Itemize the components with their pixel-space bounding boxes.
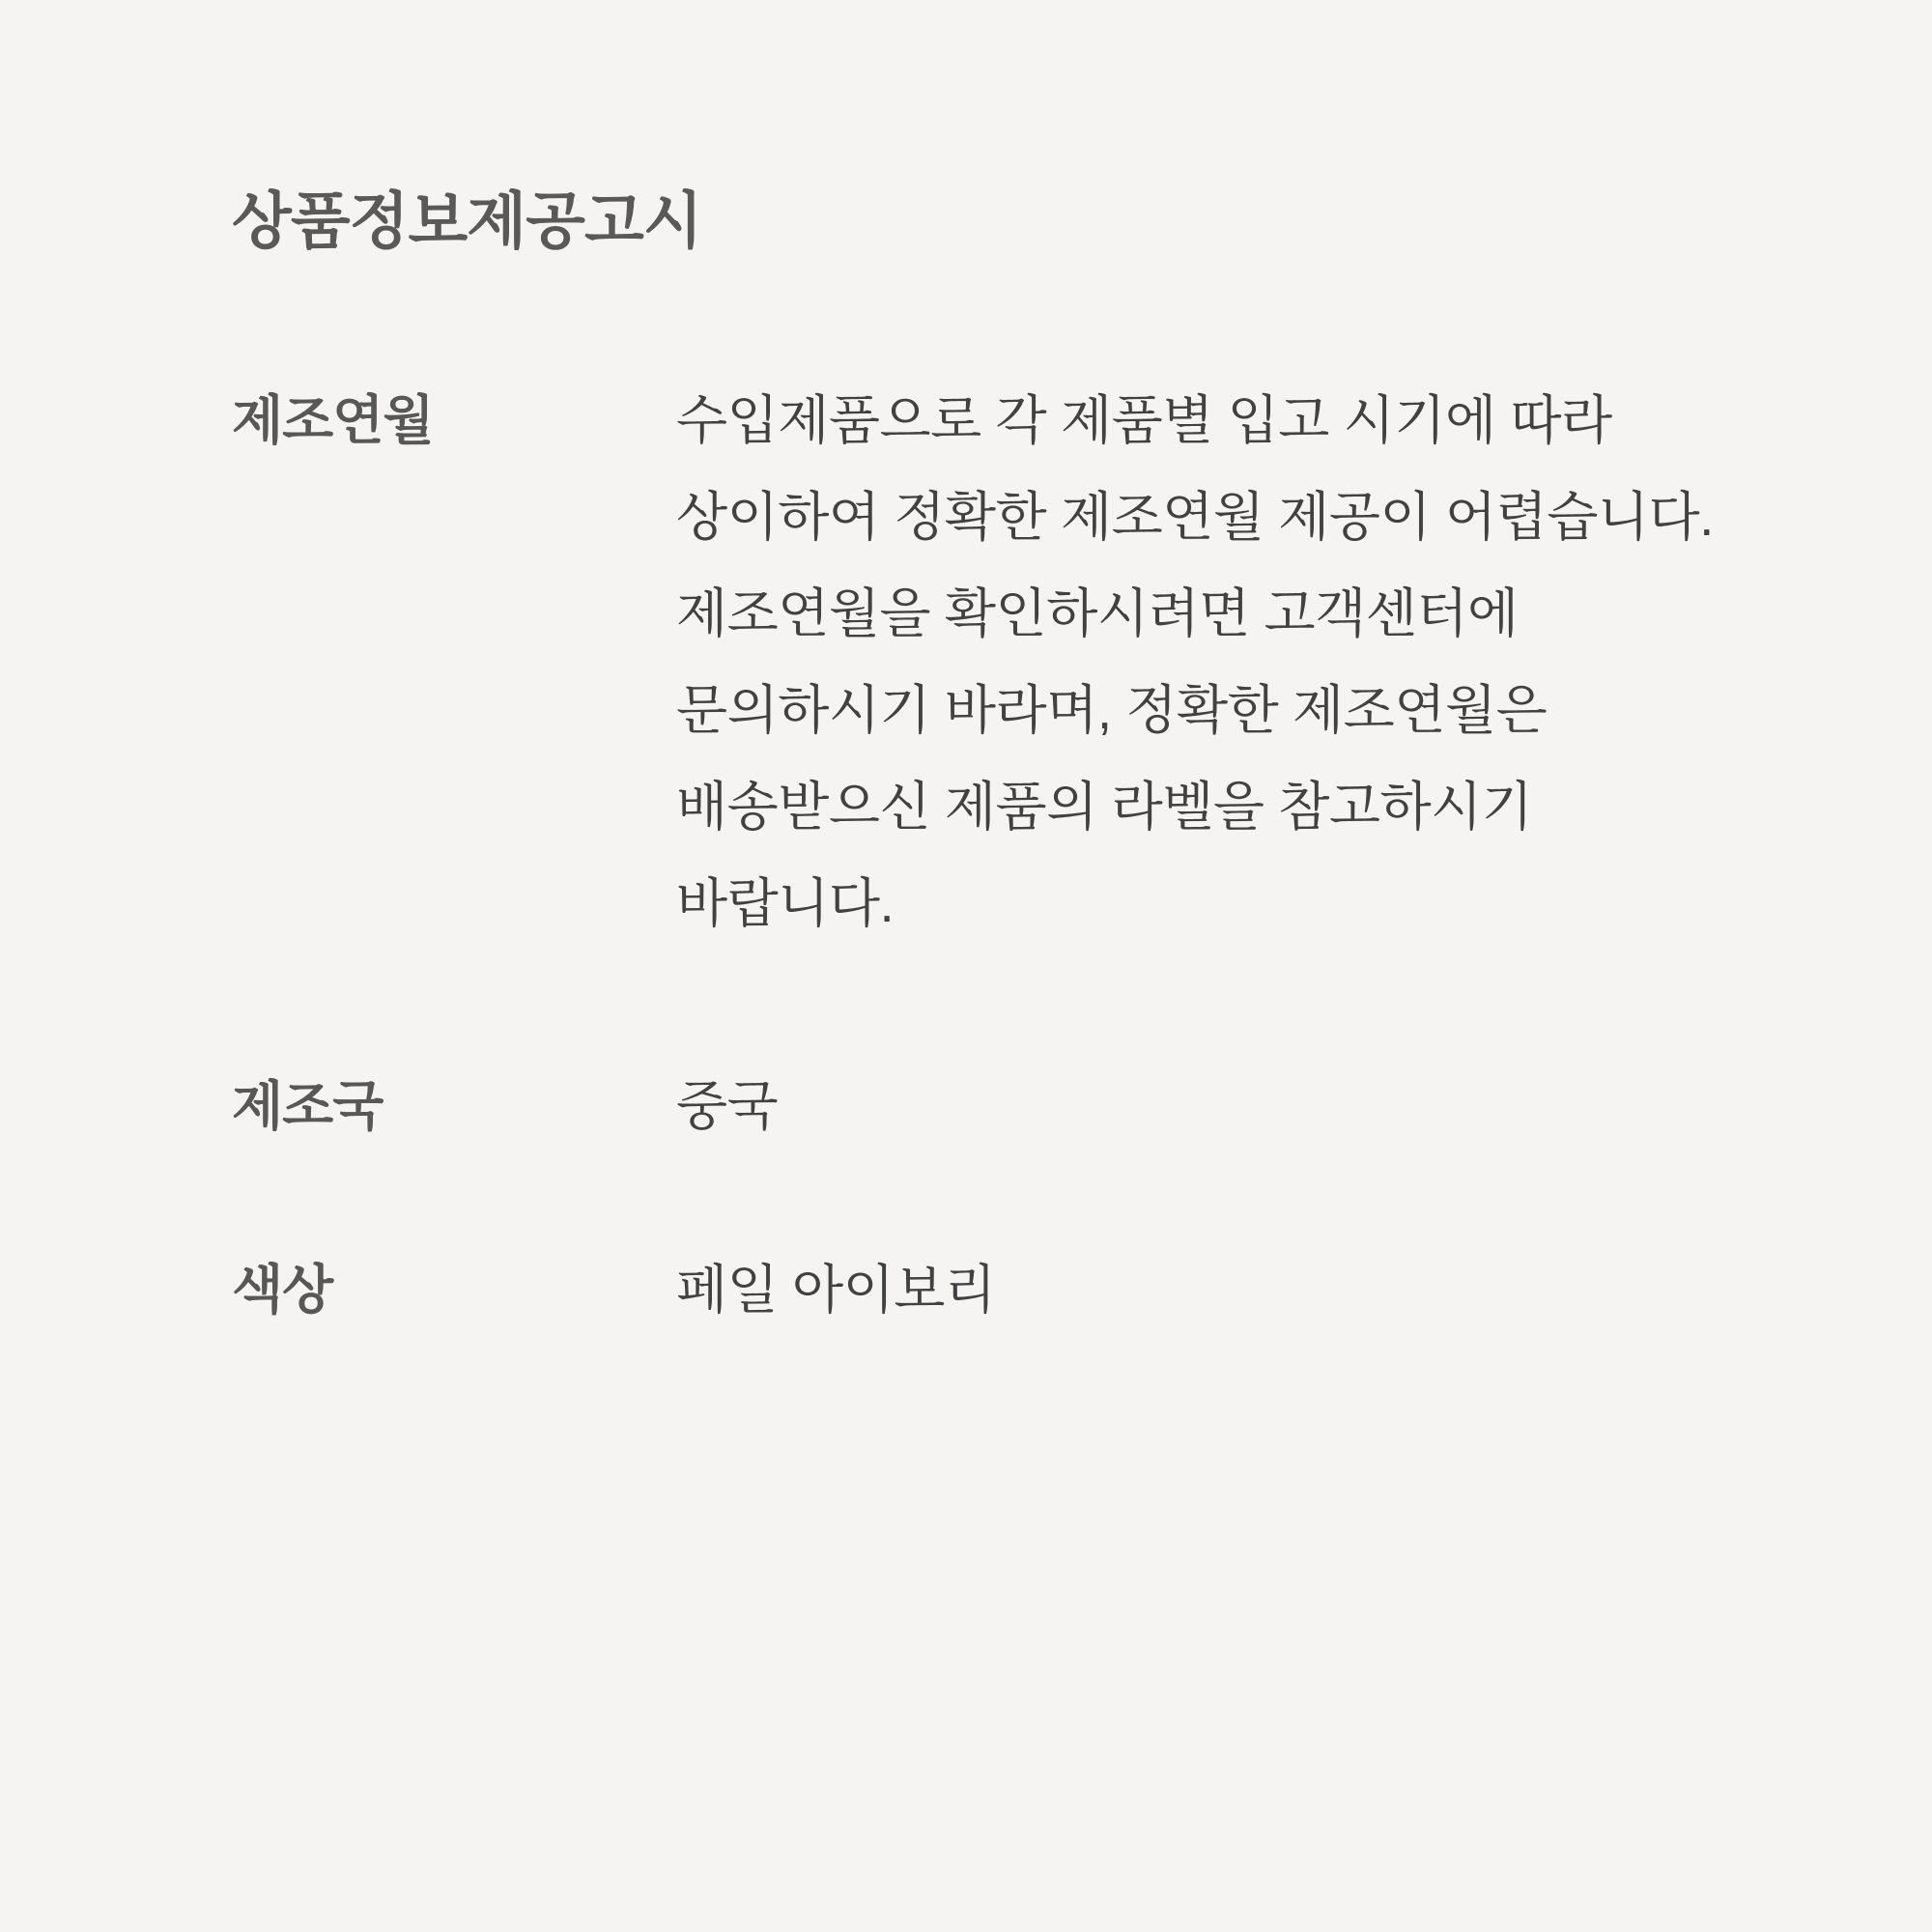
- country-value: [676, 1058, 1835, 1154]
- value-line: 수입제품으로 각 제품별 입고 시기에 따라: [676, 390, 1612, 450]
- value-line: 페일 아이보리: [676, 1260, 996, 1320]
- value-line: 제조연월을 확인하시려면 고객센터에: [676, 583, 1519, 643]
- country-label: 제조국: [232, 1076, 384, 1136]
- value-line: 바랍니다.: [676, 873, 895, 933]
- value-line: 중국: [676, 1076, 779, 1136]
- manufacture-date-label: 제조연월: [232, 390, 434, 450]
- section-title: 상품정보제공고시: [232, 186, 702, 256]
- value-line: 문의하시기 바라며, 정확한 제조연월은: [676, 680, 1548, 740]
- color-value: [676, 1241, 1835, 1338]
- manufacture-date-value: [676, 372, 1835, 952]
- value-line: 상이하여 정확한 제조연월 제공이 어렵습니다.: [676, 487, 1714, 547]
- value-line: 배송받으신 제품의 라벨을 참고하시기: [676, 777, 1533, 837]
- color-label: 색상: [232, 1260, 333, 1320]
